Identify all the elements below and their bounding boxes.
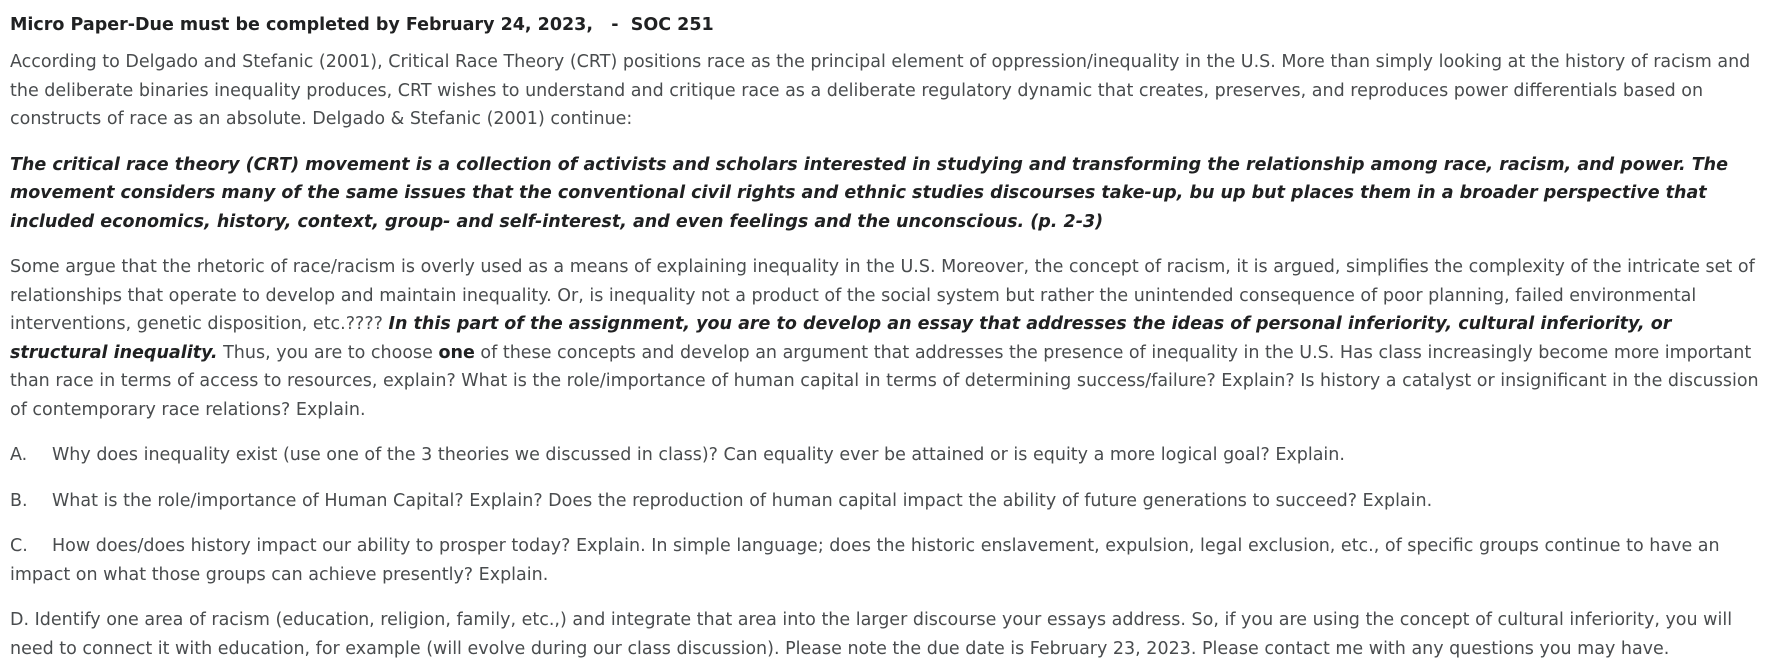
question-item-d: D. Identify one area of racism (education, religion, family, etc.,) and integrate that area into the larger discourse your essays address. So, if you are using the concept of cultural inferiority, you will need to connect it with education, for example (will evolve during our class discussion). Please note the due date is February 23, 2023. Please contact me with any questions you may have. xyxy=(10,610,1733,659)
crt-quote: The critical race theory (CRT) movement is a collection of activists and scholars interested in studying and transforming the relationship among race, racism, and power. The movement considers many of the same issues that the conventional civil rights and ethnic studies discourses take-up, bu up but places them in a broader perspective that included economics, history, context, group- and self-interest, and even feelings and the unconscious. (p. 2-3) xyxy=(10,154,1729,232)
body-text-part2: Thus, you are to choose xyxy=(217,342,439,363)
item-text: What is the role/importance of Human Capital? Explain? Does the reproduction of human capital impact the ability of future generations to succeed? Explain. xyxy=(52,490,1433,511)
body-text-part1: Some argue that the rhetoric of race/racism is overly used as a means of explaining inequality in the U.S. Moreover, the concept of racism, it is argued, simplifies the complexity of the intricate set of relationships that operate to develop and maintain inequality. Or, is inequality not a product of the social system but rather the unintended consequence of poor planning, failed environmental interventions, genetic disposition, etc.???? xyxy=(10,257,1755,334)
item-letter: A. xyxy=(10,445,28,465)
question-item-b xyxy=(10,487,1771,516)
body-emphasis: In this part of the assignment, you are to develop an essay that addresses the ideas of personal inferiority, cultural inferiority, or structural inequality. xyxy=(10,314,1672,363)
item-letter: B. xyxy=(10,490,28,511)
body-paragraph xyxy=(10,253,1771,424)
item-text: How does/does history impact our ability to prosper today? Explain. In simple language; does the historic enslavement, expulsion, legal exclusion, etc., of specific groups continue to have an impact on what those groups can achieve presently? Explain. xyxy=(10,536,1720,585)
body-bold-one: one xyxy=(438,342,475,363)
assignment-heading xyxy=(10,13,1771,37)
item-letter: C. xyxy=(10,536,28,556)
item-text: Why does inequality exist (use one of the 3 theories we discussed in class)? Can equality ever be attained or is equity a more logical goal? Explain. xyxy=(52,445,1345,465)
question-item-c xyxy=(10,532,1771,589)
body-text-part3: of these concepts and develop an argument that addresses the presence of inequality in the U.S. Has class increasingly become more important than race in terms of access to resources, explain? What is the role/importance of human capital in terms of determining success/failure? Explain? Is history a catalyst or insignificant in the discussion of contemporary race relations? Explain. xyxy=(10,342,1759,420)
assignment-heading-text: Micro Paper-Due must be completed by February 24, 2023, - SOC 251 xyxy=(10,15,714,35)
question-item-a xyxy=(10,441,1771,470)
intro-paragraph: According to Delgado and Stefanic (2001), Critical Race Theory (CRT) positions race as the principal element of oppression/inequality in the U.S. More than simply looking at the history of racism and the deliberate binaries inequality produces, CRT wishes to understand and critique race as a deliberate regulatory dynamic that creates, preserves, and reproduces power differentials based on constructs of race as an absolute. Delgado & Stefanic (2001) continue: xyxy=(10,52,1751,129)
